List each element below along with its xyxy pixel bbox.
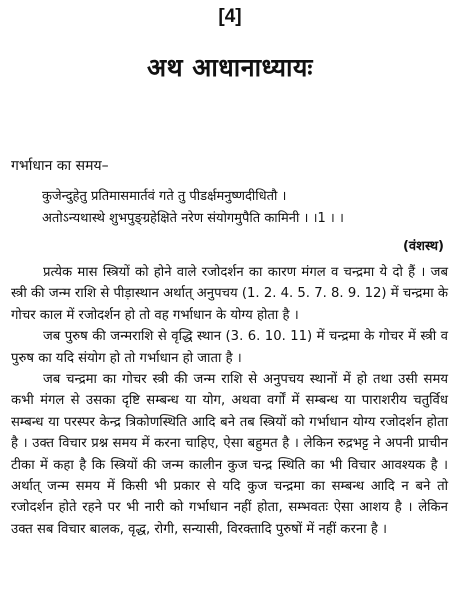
verse-meter: (वंशस्थ) [402,239,444,254]
commentary-body [11,262,448,540]
page-number: [4] [218,6,242,27]
paragraph: जब चन्द्रमा का गोचर स्त्री की जन्म राशि से अनुपचय स्थानों में हो तथा उसी समय कभी मंगल से उसका दृष्टि सम्बन्ध या योग, अथवा वर्गों में सम्बन्ध या पाराशरीय चतुर्विध सम्बन्ध या परस्पर केन्द्र त्रिकोणस्थिति आदि बने तब स्त्रियों को गर्भाधान योग्य रजोदर्शन होता है । उक्त विचार प्रश्न समय में करना चाहिए, ऐसा बहुमत है । लेकिन रुद्रभट्ट ने अपनी प्राचीन टीका में कहा है कि स्त्रियों की जन्म कालीन कुज चन्द्र स्थिति का भी विचार आवश्यक है । अर्थात् जन्म समय में किसी भी प्रकार से यदि कुज चन्द्रमा का सम्बन्ध आदि न बने तो रजोदर्शन होते रहने पर भी नारी को गर्भाधान नहीं होता, सम्भवतः ऐसा आशय है । लेकिन उक्त सब विचार बालक, वृद्ध, रोगी, सन्यासी, विरक्तादि पुरुषों में नहीं करना है । [11,372,448,537]
paragraph: प्रत्येक मास स्त्रियों को होने वाले रजोदर्शन का कारण मंगल व चन्द्रमा ये दो हैं । जब स्त्री की जन्म राशि से पीड़ास्थान अर्थात् अनुपचय (1. 2. 4. 5. 7. 8. 9. 12) में चन्द्रमा के गोचर काल में रजोदर्शन हो तो वह गर्भाधान के योग्य होता है । [11,265,448,323]
verse-line-1: कुजेन्दुहेतु प्रतिमासमार्तवं गते तु पीडर्क्षमनुष्णदीधितौ । [42,189,287,204]
paragraph: जब पुरुष की जन्मराशि से वृद्धि स्थान (3. 6. 10. 11) में चन्द्रमा के गोचर में स्त्री व पुरुष का यदि संयोग हो तो गर्भाधान हो जाता है । [11,329,448,366]
verse-line-2: अतोऽन्यथास्थे शुभपुङ्ग्रहेक्षिते नरेण संयोगमुपैति कामिनी । ।1 । । [42,211,344,226]
chapter-title: अथ आधानाध्यायः [147,53,313,82]
section-heading: गर्भाधान का समय– [11,158,109,174]
